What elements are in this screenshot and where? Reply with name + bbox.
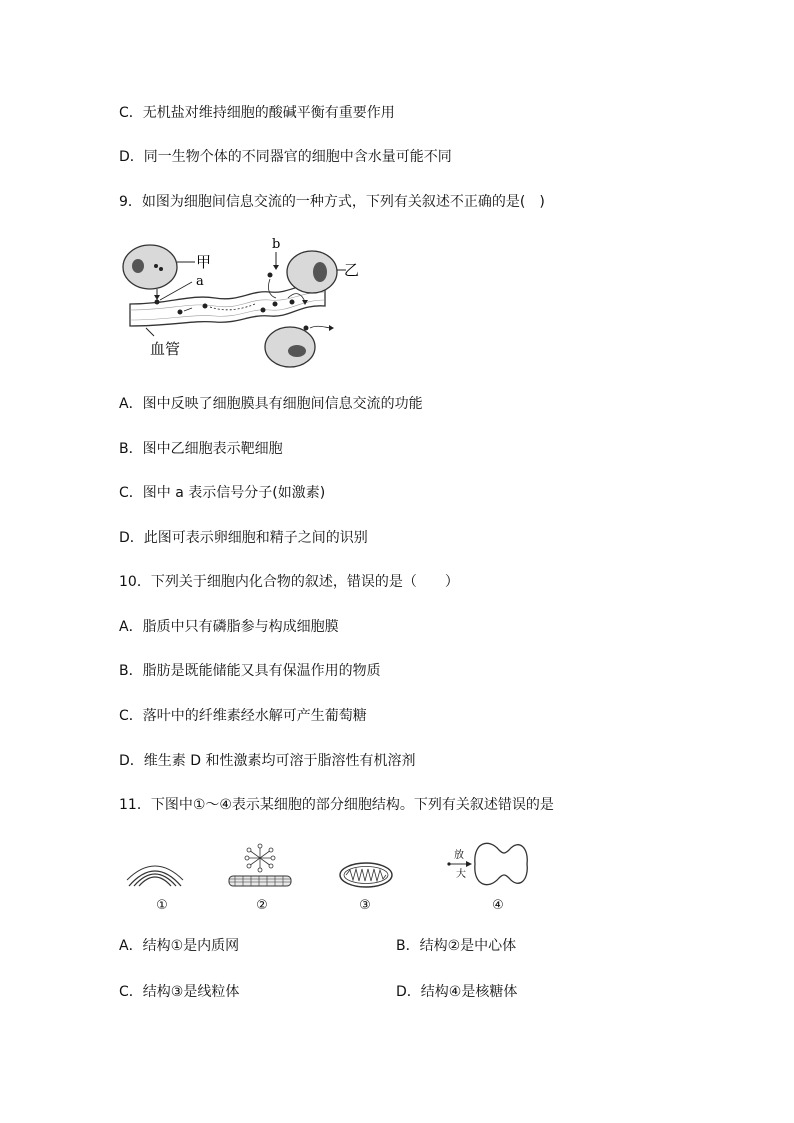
q10-option-d: D．维生素 D 和性激素均可溶于脂溶性有机溶剂	[119, 753, 416, 769]
q11-structure-2-figure	[225, 842, 295, 892]
q11-caption-4: ④	[492, 898, 504, 913]
q9-label-jia: 甲	[196, 253, 212, 271]
q11-caption-3: ③	[359, 898, 371, 913]
q11-structure-3-figure	[338, 860, 394, 890]
q11-stem: 11．下图中①～④表示某细胞的部分细胞结构。下列有关叙述错误的是	[119, 797, 554, 813]
q9-label-b: b	[272, 237, 281, 252]
q11-option-a: A．结构①是内质网	[119, 938, 240, 954]
q11-option-d: D．结构④是核糖体	[396, 984, 518, 1000]
q10-stem: 10．下列关于细胞内化合物的叙述，错误的是（ ）	[119, 574, 459, 590]
q11-caption-1: ①	[156, 898, 168, 913]
q9-label-vessel: 血管	[150, 340, 181, 358]
q11-option-b: B．结构②是中心体	[396, 938, 517, 954]
q10-option-b: B．脂肪是既能储能又具有保温作用的物质	[119, 663, 381, 679]
q9-label-a: a	[196, 274, 204, 289]
q8-option-c: C．无机盐对维持细胞的酸碱平衡有重要作用	[119, 105, 395, 121]
q11-caption-2: ②	[256, 898, 268, 913]
q10-option-c: C．落叶中的纤维素经水解可产生葡萄糖	[119, 708, 367, 724]
q9-option-d: D．此图可表示卵细胞和精子之间的识别	[119, 530, 368, 546]
q9-label-yi: 乙	[344, 261, 360, 279]
q9-cell-signaling-figure	[120, 232, 360, 372]
q9-option-a: A．图中反映了细胞膜具有细胞间信息交流的功能	[119, 396, 423, 412]
q11-structure-1-figure	[125, 852, 185, 892]
q11-label-fang: 放	[454, 850, 464, 861]
q11-structure-4-figure	[445, 836, 530, 892]
q11-option-c: C．结构③是线粒体	[119, 984, 240, 1000]
q10-option-a: A．脂质中只有磷脂参与构成细胞膜	[119, 619, 339, 635]
q8-option-d: D．同一生物个体的不同器官的细胞中含水量可能不同	[119, 149, 452, 165]
q11-label-da: 大	[456, 869, 466, 880]
q9-stem: 9．如图为细胞间信息交流的一种方式，下列有关叙述不正确的是( )	[119, 194, 545, 210]
q9-option-c: C．图中 a 表示信号分子(如激素)	[119, 485, 326, 501]
q9-option-b: B．图中乙细胞表示靶细胞	[119, 441, 283, 457]
